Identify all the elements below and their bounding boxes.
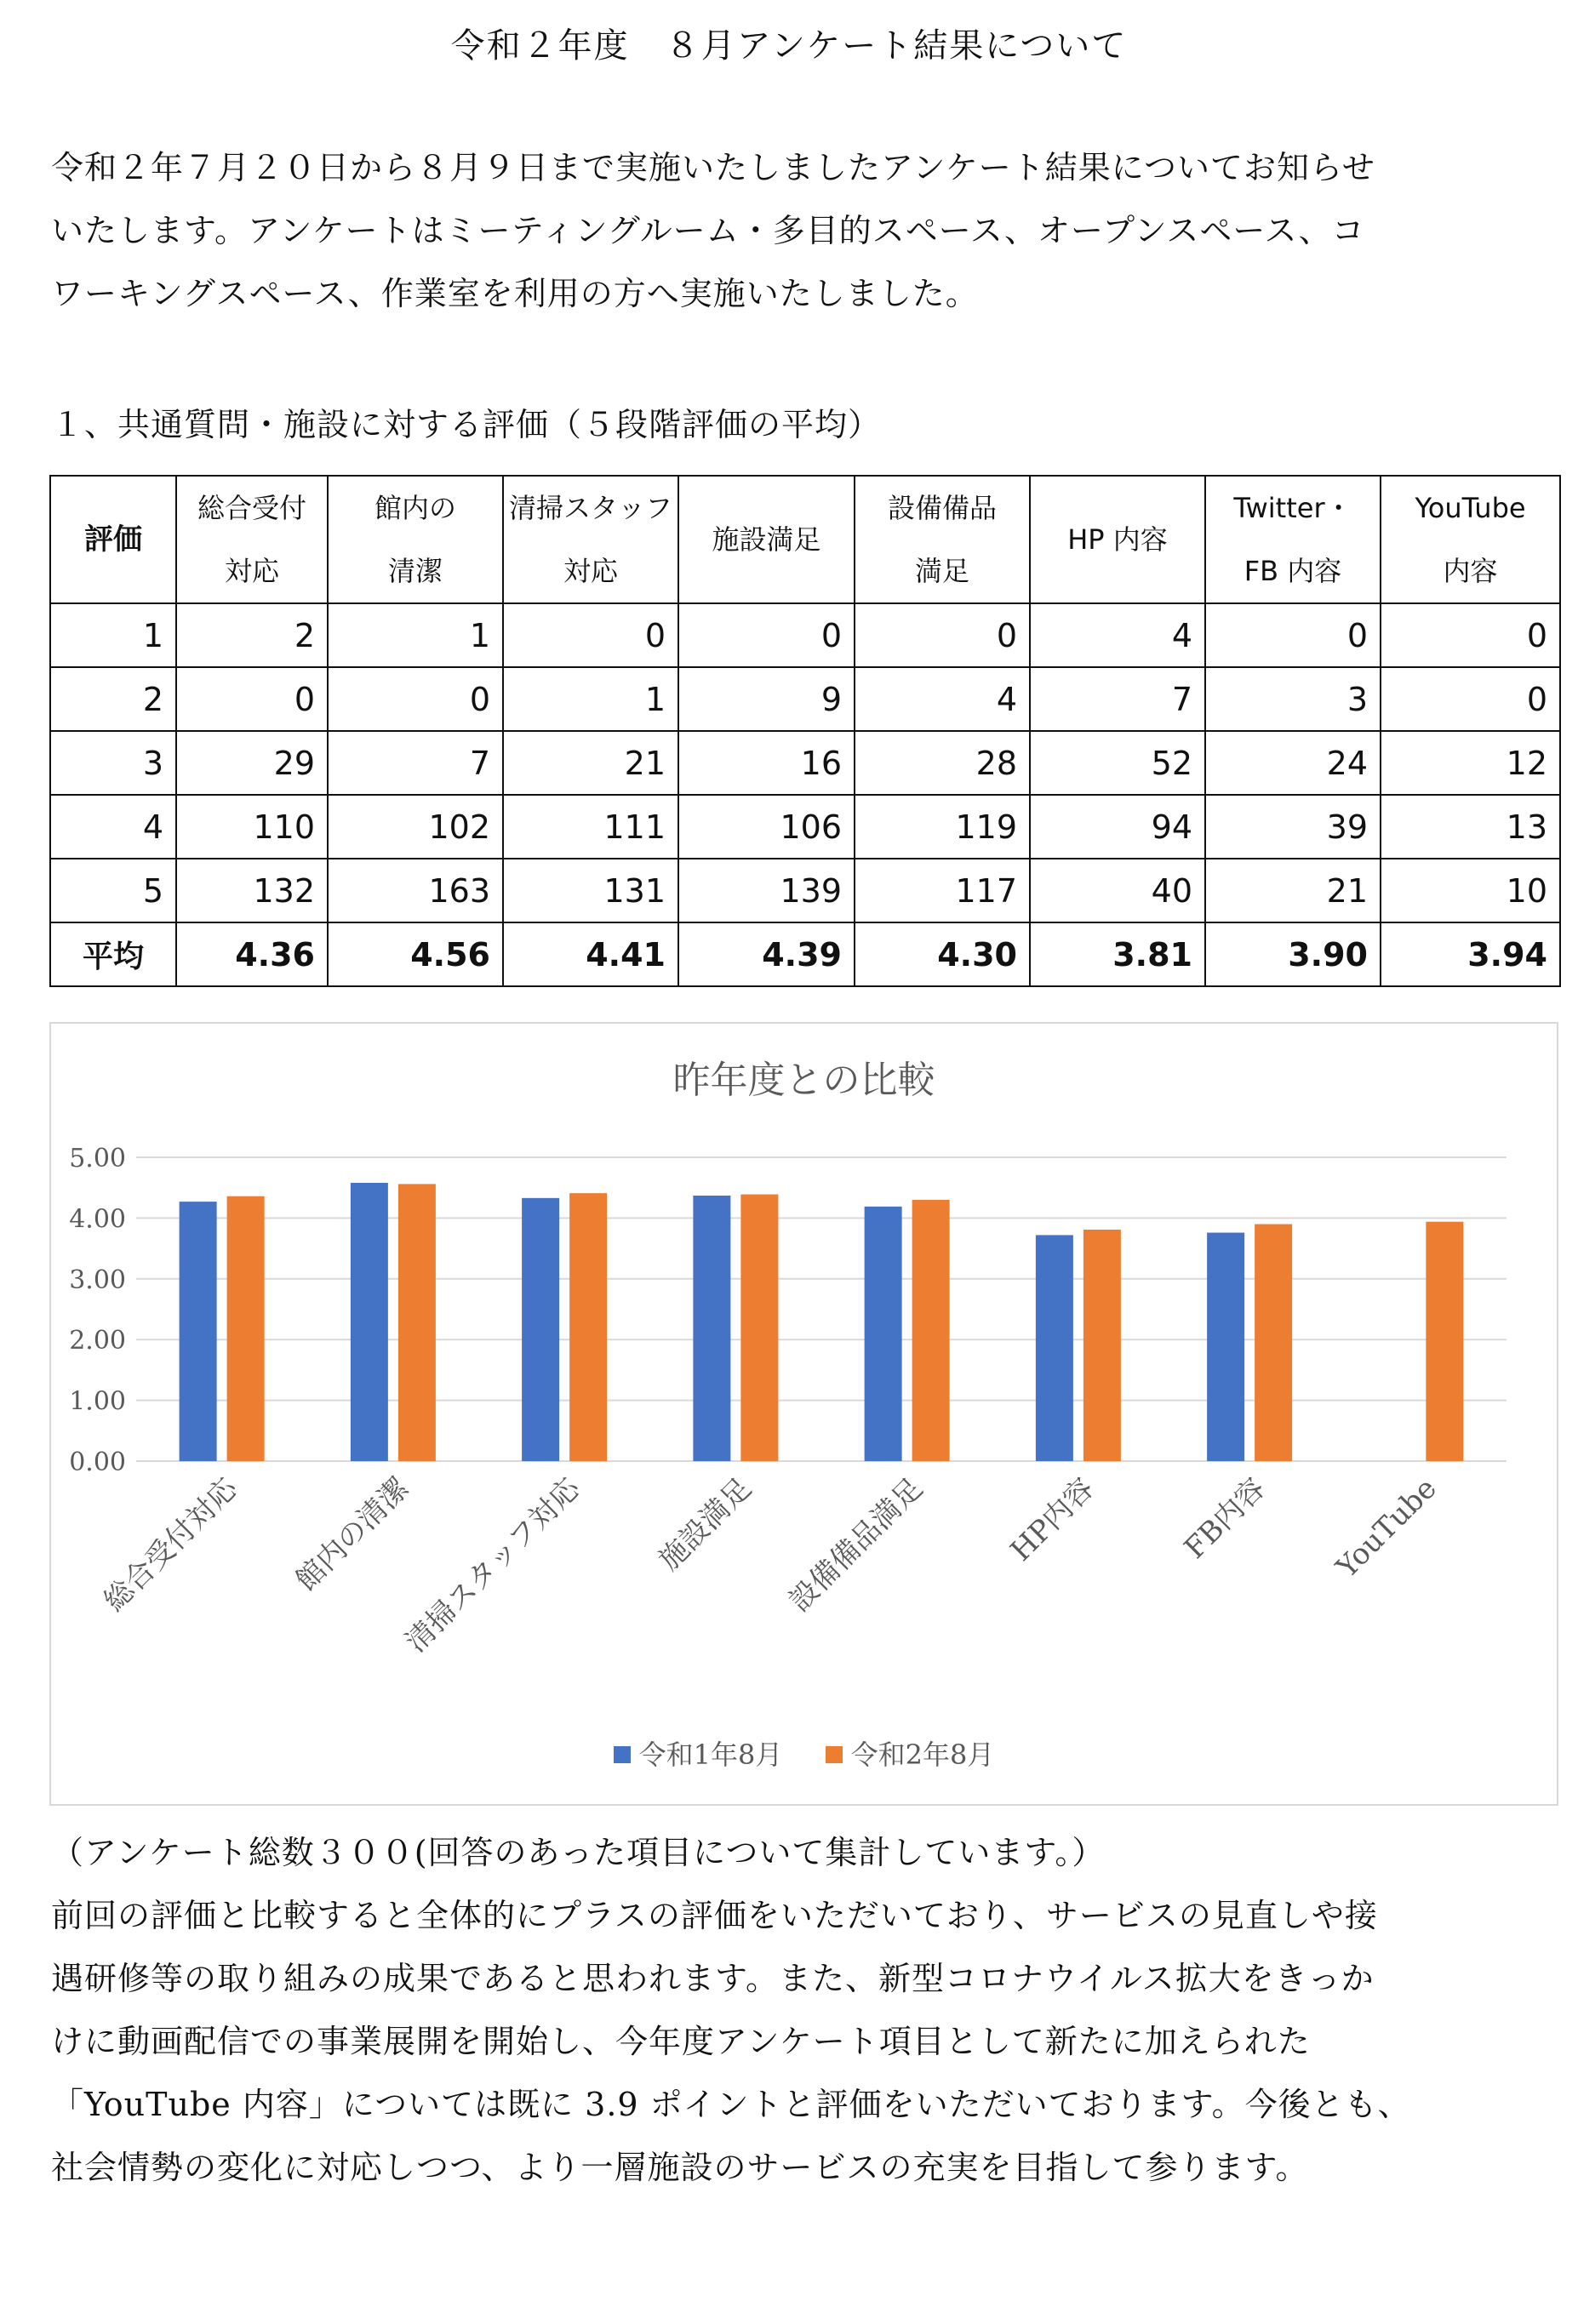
x-tick-label: FB内容 — [1177, 1471, 1272, 1566]
table-cell: 119 — [855, 795, 1030, 859]
table-cell: 21 — [1205, 859, 1381, 922]
table-cell: 29 — [176, 731, 328, 795]
table-cell: 4 — [50, 795, 176, 859]
bar — [693, 1196, 730, 1461]
table-cell: 0 — [1381, 667, 1560, 731]
table-cell: 1 — [328, 603, 503, 667]
section-heading: １、共通質問・施設に対する評価（５段階評価の平均） — [51, 406, 882, 443]
bar — [180, 1202, 217, 1461]
table-cell: 39 — [1205, 795, 1381, 859]
legend-label: 令和2年8月 — [850, 1739, 995, 1771]
bar — [569, 1193, 607, 1461]
table-header-cell: Twitter・ FB 内容 — [1205, 476, 1381, 603]
bar — [912, 1200, 950, 1461]
table-cell: 94 — [1030, 795, 1205, 859]
intro-line: いたします。アンケートはミーティングルーム・多目的スペース、オープンスペース、コ — [51, 212, 1365, 249]
bar — [740, 1195, 778, 1461]
table-cell: 0 — [328, 667, 503, 731]
y-tick-label: 2.00 — [69, 1326, 126, 1356]
table-cell: 0 — [503, 603, 678, 667]
table-header-cell: 評価 — [50, 476, 176, 603]
table-header-row — [50, 476, 1560, 603]
chart-legend — [51, 1733, 1557, 1773]
table-cell: 4.56 — [328, 922, 503, 986]
summary-line: （アンケート総数３００(回答のあった項目について集計しています。） — [51, 1834, 1106, 1871]
table-cell: 2 — [176, 603, 328, 667]
table-cell: 13 — [1381, 795, 1560, 859]
intro-line: ワーキングスペース、作業室を利用の方へ実施いたしました。 — [51, 275, 979, 312]
bar — [1207, 1233, 1244, 1461]
page-title: 令和２年度 ８月アンケート結果について — [450, 26, 1128, 66]
table-cell: 139 — [678, 859, 855, 922]
table-cell: 2 — [50, 667, 176, 731]
table-row — [50, 731, 1560, 795]
bar — [1083, 1230, 1121, 1461]
legend-item — [614, 1733, 783, 1773]
table-cell: 0 — [176, 667, 328, 731]
table-cell: 1 — [50, 603, 176, 667]
x-tick-label: 館内の清潔 — [289, 1471, 416, 1598]
table-cell: 平均 — [50, 922, 176, 986]
bar — [1036, 1235, 1073, 1461]
chart-plot — [51, 1024, 1557, 1804]
summary-line: 社会情勢の変化に対応しつつ、より一層施設のサービスの充実を目指して参ります。 — [51, 2149, 1309, 2186]
y-tick-label: 5.00 — [69, 1144, 126, 1173]
summary-paragraph — [51, 1821, 1558, 2199]
table-cell: 4.39 — [678, 922, 855, 986]
y-tick-label: 1.00 — [69, 1386, 126, 1417]
summary-line: 「YouTube 内容」については既に 3.9 ポイントと評価をいただいております。今後とも、 — [51, 2086, 1411, 2123]
summary-line: 前回の評価と比較すると全体的にプラスの評価をいただいており、サービスの見直しや接 — [51, 1897, 1378, 1934]
table-cell: 12 — [1381, 731, 1560, 795]
table-cell: 0 — [678, 603, 855, 667]
table-cell: 40 — [1030, 859, 1205, 922]
table-row — [50, 795, 1560, 859]
table-cell: 4.30 — [855, 922, 1030, 986]
table-cell: 7 — [1030, 667, 1205, 731]
table-cell: 24 — [1205, 731, 1381, 795]
bar — [865, 1207, 902, 1461]
intro-line: 令和２年７月２０日から８月９日まで実施いたしましたアンケート結果についてお知らせ — [51, 149, 1375, 186]
bar — [398, 1184, 436, 1461]
table-cell: 4.41 — [503, 922, 678, 986]
chart-title: 昨年度との比較 — [672, 1059, 935, 1102]
x-tick-label: 設備備品満足 — [782, 1471, 929, 1619]
average-row — [50, 922, 1560, 986]
bar — [227, 1196, 265, 1461]
table-header-cell: 総合受付 対応 — [176, 476, 328, 603]
x-tick-label: 総合受付対応 — [97, 1471, 244, 1619]
table-cell: 28 — [855, 731, 1030, 795]
table-cell: 131 — [503, 859, 678, 922]
table-cell: 52 — [1030, 731, 1205, 795]
table-cell: 0 — [1205, 603, 1381, 667]
x-tick-label: HP内容 — [1003, 1471, 1101, 1568]
legend-swatch — [614, 1746, 631, 1763]
table-cell: 9 — [678, 667, 855, 731]
table-cell: 3.94 — [1381, 922, 1560, 986]
table-cell: 5 — [50, 859, 176, 922]
table-cell: 21 — [503, 731, 678, 795]
bar — [1426, 1222, 1463, 1461]
ratings-table — [49, 475, 1561, 987]
x-tick-label: 施設満足 — [652, 1471, 758, 1578]
summary-line: けに動画配信での事業展開を開始し、今年度アンケート項目として新たに加えられた — [51, 2023, 1311, 2060]
table-header-cell: 設備備品 満足 — [855, 476, 1030, 603]
table-cell: 163 — [328, 859, 503, 922]
legend-item — [826, 1733, 995, 1773]
table-cell: 3.90 — [1205, 922, 1381, 986]
bar — [351, 1183, 388, 1461]
table-cell: 0 — [1381, 603, 1560, 667]
table-cell: 3 — [1205, 667, 1381, 731]
table-cell: 4 — [855, 667, 1030, 731]
comparison-chart — [49, 1022, 1558, 1806]
table-row — [50, 603, 1560, 667]
bar — [522, 1198, 559, 1461]
table-row — [50, 859, 1560, 922]
table-cell: 102 — [328, 795, 503, 859]
table-header-cell: 施設満足 — [678, 476, 855, 603]
y-tick-label: 0.00 — [69, 1448, 126, 1477]
table-cell: 0 — [855, 603, 1030, 667]
table-cell: 117 — [855, 859, 1030, 922]
table-cell: 4 — [1030, 603, 1205, 667]
table-cell: 3.81 — [1030, 922, 1205, 986]
y-tick-label: 4.00 — [69, 1204, 126, 1235]
table-cell: 110 — [176, 795, 328, 859]
intro-paragraph — [51, 136, 1549, 325]
table-header-cell: YouTube 内容 — [1381, 476, 1560, 603]
table-cell: 7 — [328, 731, 503, 795]
table-header-cell: 清掃スタッフ 対応 — [503, 476, 678, 603]
table-header-cell: 館内の 清潔 — [328, 476, 503, 603]
x-tick-label: YouTube — [1329, 1471, 1444, 1585]
table-cell: 106 — [678, 795, 855, 859]
y-tick-label: 3.00 — [69, 1265, 126, 1295]
table-cell: 132 — [176, 859, 328, 922]
x-tick-label: 清掃スタッフ対応 — [398, 1471, 587, 1659]
table-cell: 4.36 — [176, 922, 328, 986]
table-cell: 16 — [678, 731, 855, 795]
table-cell: 1 — [503, 667, 678, 731]
table-header-cell: HP 内容 — [1030, 476, 1205, 603]
summary-line: 遇研修等の取り組みの成果であると思われます。また、新型コロナウイルス拡大をきっか — [51, 1960, 1375, 1997]
legend-swatch — [826, 1746, 843, 1763]
legend-label: 令和1年8月 — [638, 1739, 783, 1771]
table-cell: 10 — [1381, 859, 1560, 922]
table-row — [50, 667, 1560, 731]
bar — [1255, 1225, 1292, 1461]
table-cell: 3 — [50, 731, 176, 795]
table-cell: 111 — [503, 795, 678, 859]
